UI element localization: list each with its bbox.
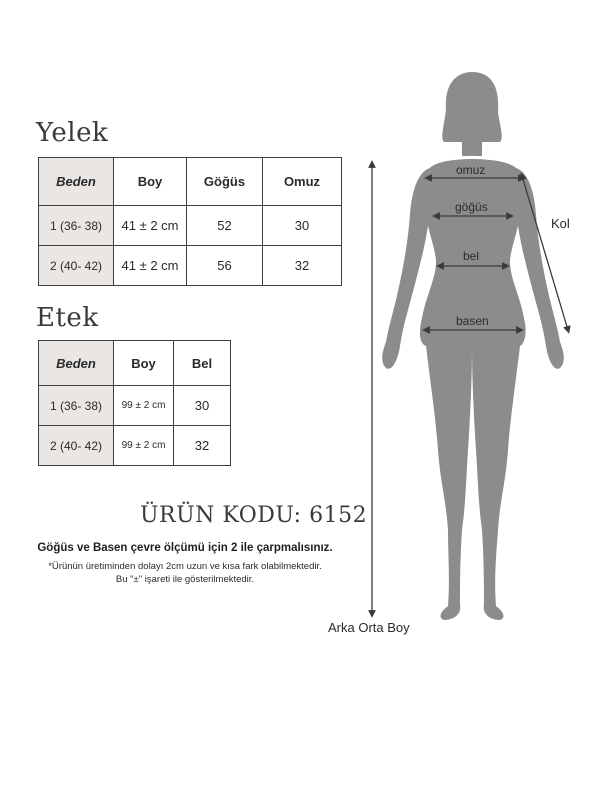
cell-bel: 32: [174, 426, 231, 466]
cell-bel: 30: [174, 386, 231, 426]
cell-omuz: 32: [263, 246, 342, 286]
cell-boy: 99 ± 2 cm: [114, 426, 174, 466]
right-leg: [472, 346, 520, 620]
header-gogus: Göğüs: [187, 158, 263, 206]
silhouette: [382, 72, 564, 620]
label-kol: Kol: [551, 216, 570, 231]
cell-beden: 2 (40- 42): [39, 246, 114, 286]
header-bel: Bel: [174, 341, 231, 386]
yelek-title: Yelek: [36, 118, 109, 148]
note-multiply: Göğüs ve Basen çevre ölçümü için 2 ile çarpmalısınız.: [37, 542, 333, 554]
cell-beden: 1 (36- 38): [39, 206, 114, 246]
product-code: ÜRÜN KODU: 6152: [140, 503, 368, 528]
cell-gogus: 56: [187, 246, 263, 286]
etek-title: Etek: [36, 303, 99, 333]
header-boy: Boy: [114, 158, 187, 206]
label-gogus: göğüs: [455, 200, 488, 214]
header-beden: Beden: [39, 341, 114, 386]
left-leg: [426, 346, 472, 620]
cell-boy: 99 ± 2 cm: [114, 386, 174, 426]
header-boy: Boy: [114, 341, 174, 386]
cell-gogus: 52: [187, 206, 263, 246]
label-bel: bel: [463, 249, 480, 263]
label-arka-orta-boy: Arka Orta Boy: [328, 620, 410, 635]
cell-beden: 1 (36- 38): [39, 386, 114, 426]
label-omuz: omuz: [456, 163, 486, 177]
note-tolerance-line-2: Bu "±" işareti ile gösterilmektedir.: [115, 574, 255, 585]
cell-boy: 41 ± 2 cm: [114, 206, 187, 246]
cell-omuz: 30: [263, 206, 342, 246]
header-beden: Beden: [39, 158, 114, 206]
cell-boy: 41 ± 2 cm: [114, 246, 187, 286]
header-omuz: Omuz: [263, 158, 342, 206]
hair: [442, 72, 501, 142]
neck: [462, 132, 482, 156]
cell-beden: 2 (40- 42): [39, 426, 114, 466]
label-basen: basen: [456, 314, 489, 328]
note-tolerance-line-1: *Ürünün üretiminden dolayı 2cm uzun ve kısa fark olabilmektedir.: [48, 561, 322, 572]
